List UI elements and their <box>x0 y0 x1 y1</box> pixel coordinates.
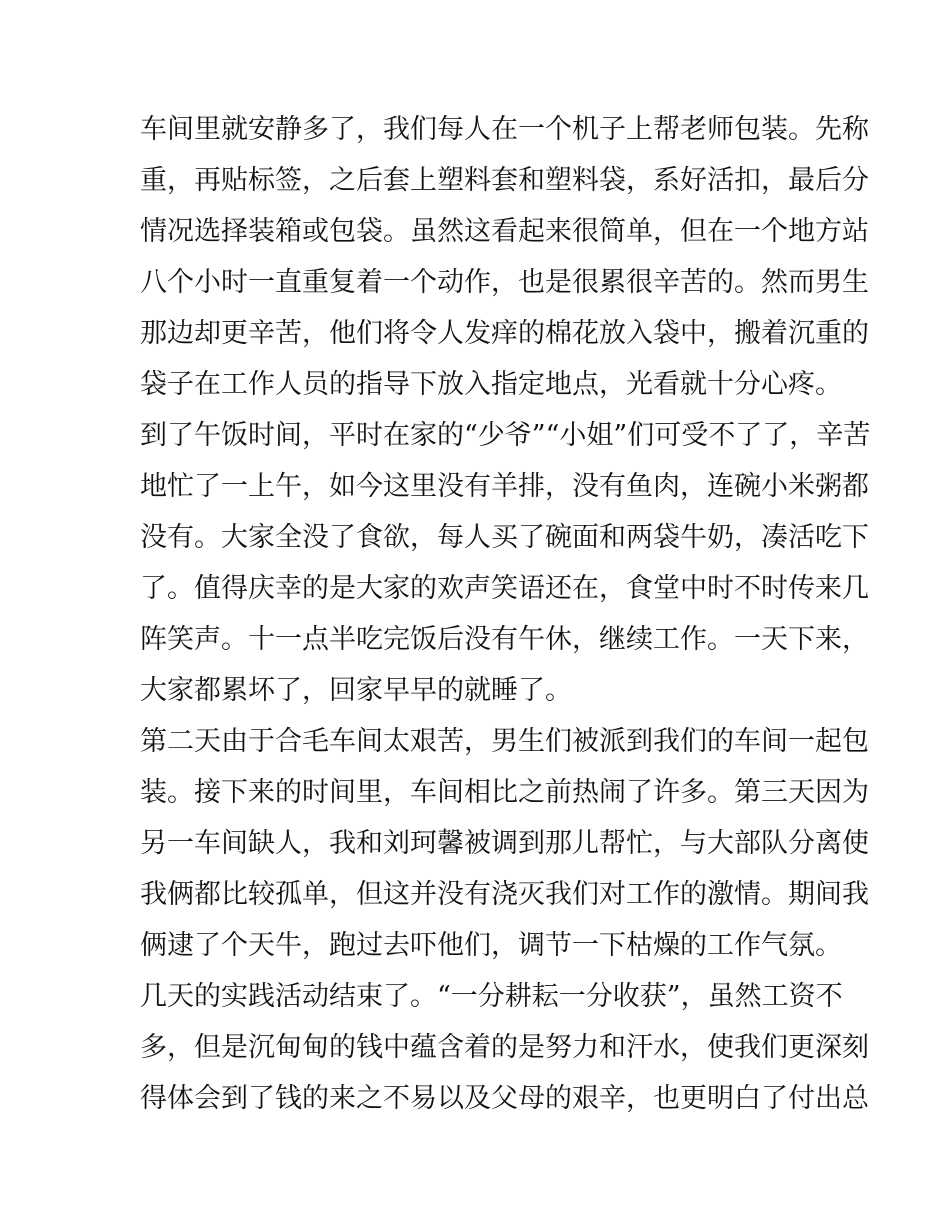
text-line-1: 车间里就安静多了，我们每人在一个机子上帮老师包装。先称 <box>140 114 869 145</box>
text-line-20: 得体会到了钱的来之不易以及父母的艰辛，也更明白了付出总 <box>140 1083 869 1114</box>
text-line-11: 阵笑声。十一点半吃完饭后没有午休，继续工作。一天下来， <box>140 624 869 655</box>
text-line-13: 第二天由于合毛车间太艰苦，男生们被派到我们的车间一起包 <box>140 726 869 757</box>
text-line-15: 另一车间缺人，我和刘珂馨被调到那儿帮忙，与大部队分离使 <box>140 828 869 859</box>
text-line-3: 情况选择装箱或包袋。虽然这看起来很简单，但在一个地方站 <box>140 216 869 247</box>
text-line-6: 袋子在工作人员的指导下放入指定地点，光看就十分心疼。 <box>140 369 842 400</box>
text-line-2: 重，再贴标签，之后套上塑料套和塑料袋，系好活扣，最后分 <box>140 165 869 196</box>
text-line-16: 我俩都比较孤单，但这并没有浇灭我们对工作的激情。期间我 <box>140 879 869 910</box>
text-line-7: 到了午饭时间，平时在家的“少爷”“小姐”们可受不了了，辛苦 <box>140 420 871 451</box>
body-text <box>140 104 871 1124</box>
text-line-8: 地忙了一上午，如今这里没有羊排，没有鱼肉，连碗小米粥都 <box>140 471 869 502</box>
text-line-19: 多，但是沉甸甸的钱中蕴含着的是努力和汗水，使我们更深刻 <box>140 1032 869 1063</box>
text-line-17: 俩逮了个天牛，跑过去吓他们，调节一下枯燥的工作气氛。 <box>140 930 842 961</box>
text-line-14: 装。接下来的时间里，车间相比之前热闹了许多。第三天因为 <box>140 777 869 808</box>
text-line-10: 了。值得庆幸的是大家的欢声笑语还在，食堂中时不时传来几 <box>140 573 869 604</box>
text-line-9: 没有。大家全没了食欲，每人买了碗面和两袋牛奶，凑活吃下 <box>140 522 869 553</box>
text-line-5: 那边却更辛苦，他们将令人发痒的棉花放入袋中，搬着沉重的 <box>140 318 869 349</box>
text-line-18: 几天的实践活动结束了。“一分耕耘一分收获”，虽然工资不 <box>140 981 843 1012</box>
text-line-12: 大家都累坏了，回家早早的就睡了。 <box>140 675 572 706</box>
text-line-4: 八个小时一直重复着一个动作，也是很累很辛苦的。然而男生 <box>140 267 869 298</box>
